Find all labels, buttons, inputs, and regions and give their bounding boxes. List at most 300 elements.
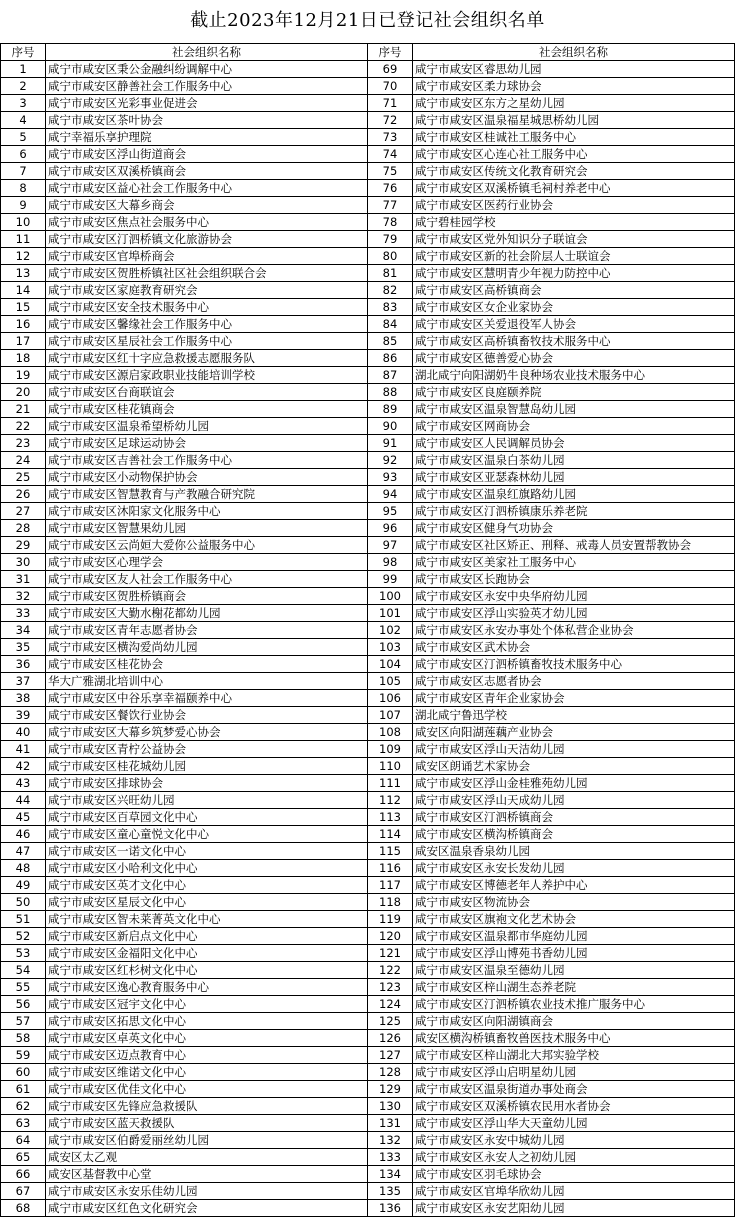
serial-cell: 108 [368,724,413,741]
serial-cell: 70 [368,78,413,95]
org-name-cell: 咸宁市咸安区维诺文化中心 [46,1064,368,1081]
org-name-cell: 咸宁市咸安区星辰社会工作服务中心 [46,333,368,350]
serial-cell: 59 [1,1047,46,1064]
table-row [1,1149,735,1166]
serial-cell: 111 [368,775,413,792]
serial-cell: 68 [1,1200,46,1217]
serial-cell: 97 [368,537,413,554]
serial-cell: 21 [1,401,46,418]
table-row [1,673,735,690]
header-name-right: 社会组织名称 [413,44,735,61]
serial-cell: 61 [1,1081,46,1098]
serial-cell: 14 [1,282,46,299]
table-row [1,639,735,656]
table-row [1,775,735,792]
table-row [1,537,735,554]
org-name-cell: 咸宁市咸安区志愿者协会 [413,673,735,690]
serial-cell: 55 [1,979,46,996]
serial-cell: 62 [1,1098,46,1115]
serial-cell: 28 [1,520,46,537]
org-name-cell: 咸宁市咸安区浮山华大天童幼儿园 [413,1115,735,1132]
serial-cell: 30 [1,554,46,571]
org-name-cell: 咸宁市咸安区德善爱心协会 [413,350,735,367]
org-name-cell: 咸安区朗诵艺术家协会 [413,758,735,775]
serial-cell: 75 [368,163,413,180]
table-row [1,724,735,741]
org-name-cell: 咸宁市咸安区童心童悦文化中心 [46,826,368,843]
org-name-cell: 咸宁市咸安区浮山实验英才幼儿园 [413,605,735,622]
table-row [1,1132,735,1149]
serial-cell: 107 [368,707,413,724]
table-row [1,962,735,979]
org-name-cell: 咸安区太乙观 [46,1149,368,1166]
table-row [1,333,735,350]
serial-cell: 67 [1,1183,46,1200]
table-row [1,197,735,214]
table-row [1,486,735,503]
table-row [1,605,735,622]
serial-cell: 8 [1,180,46,197]
serial-cell: 106 [368,690,413,707]
serial-cell: 105 [368,673,413,690]
org-name-cell: 咸宁市咸安区羽毛球协会 [413,1166,735,1183]
serial-cell: 49 [1,877,46,894]
org-name-cell: 咸宁市咸安区汀泗桥镇康乐养老院 [413,503,735,520]
org-name-cell: 咸宁市咸安区智未莱菁英文化中心 [46,911,368,928]
serial-cell: 136 [368,1200,413,1217]
org-name-cell: 咸宁市咸安区智慧教育与产教融合研究院 [46,486,368,503]
table-row [1,401,735,418]
org-name-cell: 咸宁市咸安区排球协会 [46,775,368,792]
org-name-cell: 咸宁市咸安区官埠桥商会 [46,248,368,265]
serial-cell: 6 [1,146,46,163]
table-row [1,435,735,452]
serial-cell: 91 [368,435,413,452]
serial-cell: 23 [1,435,46,452]
serial-cell: 44 [1,792,46,809]
serial-cell: 13 [1,265,46,282]
serial-cell: 82 [368,282,413,299]
org-name-cell: 咸宁市咸安区永安乐佳幼儿园 [46,1183,368,1200]
serial-cell: 86 [368,350,413,367]
org-name-cell: 咸宁市咸安区温泉红旗路幼儿园 [413,486,735,503]
org-name-cell: 咸宁市咸安区餐饮行业协会 [46,707,368,724]
serial-cell: 81 [368,265,413,282]
serial-cell: 16 [1,316,46,333]
serial-cell: 115 [368,843,413,860]
header-serial-left: 序号 [1,44,46,61]
table-row [1,231,735,248]
org-name-cell: 咸宁市咸安区逸心教育服务中心 [46,979,368,996]
table-row [1,214,735,231]
org-name-cell: 咸宁市咸安区浮山天洁幼儿园 [413,741,735,758]
org-name-cell: 咸宁市咸安区贺胜桥镇社区社会组织联合会 [46,265,368,282]
serial-cell: 10 [1,214,46,231]
org-name-cell: 咸宁市咸安区永安长发幼儿园 [413,860,735,877]
serial-cell: 71 [368,95,413,112]
serial-cell: 22 [1,418,46,435]
serial-cell: 33 [1,605,46,622]
org-name-cell: 咸宁幸福乐享护理院 [46,129,368,146]
table-row [1,1030,735,1047]
table-row [1,690,735,707]
header-name-left: 社会组织名称 [46,44,368,61]
table-row [1,129,735,146]
org-name-cell: 咸宁市咸安区冠宇文化中心 [46,996,368,1013]
serial-cell: 109 [368,741,413,758]
serial-cell: 79 [368,231,413,248]
org-name-cell: 咸宁市咸安区浮山街道商会 [46,146,368,163]
serial-cell: 129 [368,1081,413,1098]
org-name-cell: 咸宁市咸安区高桥镇畜牧技术服务中心 [413,333,735,350]
serial-cell: 27 [1,503,46,520]
serial-cell: 100 [368,588,413,605]
table-row [1,452,735,469]
org-name-cell: 咸宁市咸安区温泉白茶幼儿园 [413,452,735,469]
org-name-cell: 咸安区温泉香泉幼儿园 [413,843,735,860]
serial-cell: 120 [368,928,413,945]
org-name-cell: 咸宁市咸安区源启家政职业技能培训学校 [46,367,368,384]
org-name-cell: 咸宁市咸安区梓山湖北大邦实验学校 [413,1047,735,1064]
org-name-cell: 咸宁市咸安区安全技术服务中心 [46,299,368,316]
org-name-cell: 咸宁市咸安区兴旺幼儿园 [46,792,368,809]
serial-cell: 92 [368,452,413,469]
table-row [1,384,735,401]
table-row [1,1115,735,1132]
org-name-cell: 咸宁市咸安区慧明青少年视力防控中心 [413,265,735,282]
org-name-cell: 咸安区基督教中心堂 [46,1166,368,1183]
serial-cell: 128 [368,1064,413,1081]
org-name-cell: 咸宁市咸安区星辰文化中心 [46,894,368,911]
org-name-cell: 湖北咸宁鲁迅学校 [413,707,735,724]
serial-cell: 2 [1,78,46,95]
serial-cell: 43 [1,775,46,792]
org-name-cell: 咸宁市咸安区小动物保护协会 [46,469,368,486]
org-name-cell: 咸宁市咸安区拓思文化中心 [46,1013,368,1030]
table-row [1,911,735,928]
org-name-cell: 咸宁市咸安区高桥镇商会 [413,282,735,299]
org-name-cell: 咸宁市咸安区温泉至德幼儿园 [413,962,735,979]
table-row [1,503,735,520]
table-row [1,265,735,282]
org-name-cell: 咸宁市咸安区梓山湖生态养老院 [413,979,735,996]
table-row [1,622,735,639]
table-row [1,78,735,95]
serial-cell: 38 [1,690,46,707]
serial-cell: 116 [368,860,413,877]
serial-cell: 42 [1,758,46,775]
org-name-cell: 咸宁市咸安区青年志愿者协会 [46,622,368,639]
serial-cell: 35 [1,639,46,656]
serial-cell: 52 [1,928,46,945]
org-name-cell: 咸宁市咸安区向阳湖镇商会 [413,1013,735,1030]
serial-cell: 121 [368,945,413,962]
org-name-cell: 咸宁市咸安区关爱退役军人协会 [413,316,735,333]
table-row [1,571,735,588]
serial-cell: 101 [368,605,413,622]
serial-cell: 39 [1,707,46,724]
org-name-cell: 咸宁市咸安区武术协会 [413,639,735,656]
org-name-cell: 咸宁市咸安区健身气功协会 [413,520,735,537]
org-name-cell: 咸宁市咸安区永安中央华府幼儿园 [413,588,735,605]
serial-cell: 85 [368,333,413,350]
serial-cell: 78 [368,214,413,231]
org-name-cell: 咸宁市咸安区医药行业协会 [413,197,735,214]
table-row [1,860,735,877]
serial-cell: 87 [368,367,413,384]
org-name-cell: 咸宁市咸安区伯爵爱丽丝幼儿园 [46,1132,368,1149]
serial-cell: 57 [1,1013,46,1030]
org-name-cell: 咸宁市咸安区蓝天救援队 [46,1115,368,1132]
org-name-cell: 咸宁市咸安区一诺文化中心 [46,843,368,860]
org-name-cell: 咸宁市咸安区传统文化教育研究会 [413,163,735,180]
serial-cell: 102 [368,622,413,639]
org-name-cell: 咸宁市咸安区横沟桥镇商会 [413,826,735,843]
serial-cell: 29 [1,537,46,554]
org-name-cell: 咸宁市咸安区沐阳家文化服务中心 [46,503,368,520]
serial-cell: 133 [368,1149,413,1166]
table-row [1,894,735,911]
serial-cell: 126 [368,1030,413,1047]
org-name-cell: 咸宁市咸安区永安艺阳幼儿园 [413,1200,735,1217]
org-name-cell: 咸宁市咸安区横沟爱尚幼儿园 [46,639,368,656]
serial-cell: 50 [1,894,46,911]
org-name-cell: 咸宁市咸安区女企业家协会 [413,299,735,316]
serial-cell: 5 [1,129,46,146]
org-name-cell: 咸宁市咸安区物流协会 [413,894,735,911]
org-name-cell: 咸宁市咸安区旗袍文化艺术协会 [413,911,735,928]
org-name-cell: 咸宁市咸安区社区矫正、刑释、戒毒人员安置帮教协会 [413,537,735,554]
serial-cell: 89 [368,401,413,418]
serial-cell: 56 [1,996,46,1013]
serial-cell: 76 [368,180,413,197]
table-row [1,809,735,826]
serial-cell: 3 [1,95,46,112]
org-name-cell: 咸宁市咸安区博德老年人养护中心 [413,877,735,894]
serial-cell: 88 [368,384,413,401]
org-name-cell: 咸宁市咸安区台商联谊会 [46,384,368,401]
serial-cell: 41 [1,741,46,758]
org-name-cell: 咸宁市咸安区友人社会工作服务中心 [46,571,368,588]
table-row [1,1166,735,1183]
org-name-cell: 咸宁市咸安区金福阳文化中心 [46,945,368,962]
org-name-cell: 咸宁市咸安区汀泗桥镇畜牧技术服务中心 [413,656,735,673]
org-name-cell: 咸宁市咸安区新启点文化中心 [46,928,368,945]
serial-cell: 51 [1,911,46,928]
table-row [1,1064,735,1081]
serial-cell: 63 [1,1115,46,1132]
org-name-cell: 咸宁市咸安区汀泗桥镇商会 [413,809,735,826]
org-name-cell: 咸宁市咸安区大勤水榭花都幼儿园 [46,605,368,622]
serial-cell: 58 [1,1030,46,1047]
org-name-cell: 咸宁市咸安区党外知识分子联谊会 [413,231,735,248]
serial-cell: 19 [1,367,46,384]
org-name-cell: 咸宁市咸安区桂花镇商会 [46,401,368,418]
serial-cell: 77 [368,197,413,214]
serial-cell: 69 [368,61,413,78]
org-name-cell: 咸宁市咸安区卓英文化中心 [46,1030,368,1047]
table-row [1,1013,735,1030]
org-name-cell: 咸宁市咸安区贺胜桥镇商会 [46,588,368,605]
table-row [1,1081,735,1098]
serial-cell: 124 [368,996,413,1013]
serial-cell: 125 [368,1013,413,1030]
org-name-cell: 咸宁市咸安区茶叶协会 [46,112,368,129]
serial-cell: 64 [1,1132,46,1149]
org-name-cell: 咸宁市咸安区大幕乡筑梦爱心协会 [46,724,368,741]
org-name-cell: 咸宁市咸安区温泉都市华庭幼儿园 [413,928,735,945]
org-name-cell: 咸宁市咸安区小哈利文化中心 [46,860,368,877]
org-name-cell: 咸宁市咸安区温泉街道办事处商会 [413,1081,735,1098]
table-row [1,758,735,775]
serial-cell: 46 [1,826,46,843]
org-name-cell: 咸宁市咸安区浮山启明星幼儿园 [413,1064,735,1081]
org-name-cell: 咸宁市咸安区优佳文化中心 [46,1081,368,1098]
org-name-cell: 咸宁市咸安区红杉树文化中心 [46,962,368,979]
table-row [1,163,735,180]
org-name-cell: 咸宁市咸安区良庭颐养院 [413,384,735,401]
org-name-cell: 咸宁市咸安区大幕乡商会 [46,197,368,214]
table-row [1,316,735,333]
serial-cell: 80 [368,248,413,265]
org-name-cell: 咸宁市咸安区中谷乐享幸福颐养中心 [46,690,368,707]
table-row [1,1200,735,1217]
org-name-cell: 咸宁市咸安区温泉福星城思桥幼儿园 [413,112,735,129]
org-name-cell: 咸宁市咸安区云尚姮大爱你公益服务中心 [46,537,368,554]
table-row [1,350,735,367]
serial-cell: 83 [368,299,413,316]
org-name-cell: 咸宁市咸安区桂诚社工服务中心 [413,129,735,146]
org-name-cell: 咸宁市咸安区益心社会工作服务中心 [46,180,368,197]
organization-table [0,43,735,1217]
org-name-cell: 咸宁市咸安区亚瑟森林幼儿园 [413,469,735,486]
org-name-cell: 咸宁市咸安区迈点教育中心 [46,1047,368,1064]
table-row [1,945,735,962]
serial-cell: 48 [1,860,46,877]
org-name-cell: 咸宁市咸安区东方之星幼儿园 [413,95,735,112]
serial-cell: 15 [1,299,46,316]
table-row [1,282,735,299]
serial-cell: 131 [368,1115,413,1132]
org-name-cell: 咸宁市咸安区青柠公益协会 [46,741,368,758]
org-name-cell: 咸宁市咸安区网商协会 [413,418,735,435]
org-name-cell: 咸宁市咸安区吉善社会工作服务中心 [46,452,368,469]
serial-cell: 94 [368,486,413,503]
org-name-cell: 咸宁市咸安区美家社工服务中心 [413,554,735,571]
serial-cell: 104 [368,656,413,673]
serial-cell: 122 [368,962,413,979]
org-name-cell: 咸宁市咸安区百草园文化中心 [46,809,368,826]
org-name-cell: 咸宁市咸安区双溪桥镇商会 [46,163,368,180]
serial-cell: 95 [368,503,413,520]
table-row [1,554,735,571]
org-name-cell: 咸宁市咸安区柔力球协会 [413,78,735,95]
serial-cell: 117 [368,877,413,894]
org-name-cell: 咸宁市咸安区静善社会工作服务中心 [46,78,368,95]
serial-cell: 25 [1,469,46,486]
org-name-cell: 咸宁市咸安区浮山天成幼儿园 [413,792,735,809]
org-name-cell: 华大广雅湖北培训中心 [46,673,368,690]
table-row [1,520,735,537]
table-row [1,741,735,758]
org-name-cell: 咸安区向阳湖莲藕产业协会 [413,724,735,741]
serial-cell: 96 [368,520,413,537]
org-name-cell: 咸宁市咸安区英才文化中心 [46,877,368,894]
org-name-cell: 咸宁市咸安区官埠华欣幼儿园 [413,1183,735,1200]
table-row [1,469,735,486]
serial-cell: 7 [1,163,46,180]
serial-cell: 66 [1,1166,46,1183]
org-name-cell: 咸宁市咸安区红色文化研究会 [46,1200,368,1217]
org-name-cell: 咸宁市咸安区浮山金桂雅苑幼儿园 [413,775,735,792]
serial-cell: 134 [368,1166,413,1183]
org-name-cell: 咸宁市咸安区桂花协会 [46,656,368,673]
serial-cell: 110 [368,758,413,775]
serial-cell: 99 [368,571,413,588]
table-row [1,979,735,996]
org-name-cell: 咸宁市咸安区温泉希望桥幼儿园 [46,418,368,435]
serial-cell: 11 [1,231,46,248]
table-row [1,1098,735,1115]
org-name-cell: 咸宁市咸安区焦点社会服务中心 [46,214,368,231]
serial-cell: 17 [1,333,46,350]
serial-cell: 127 [368,1047,413,1064]
serial-cell: 114 [368,826,413,843]
serial-cell: 31 [1,571,46,588]
serial-cell: 32 [1,588,46,605]
table-row [1,112,735,129]
serial-cell: 53 [1,945,46,962]
serial-cell: 74 [368,146,413,163]
org-name-cell: 咸宁市咸安区睿思幼儿园 [413,61,735,78]
table-row [1,792,735,809]
org-name-cell: 咸宁市咸安区足球运动协会 [46,435,368,452]
table-row [1,1047,735,1064]
table-header-row [1,44,735,61]
serial-cell: 72 [368,112,413,129]
org-name-cell: 咸宁市咸安区永安人之初幼儿园 [413,1149,735,1166]
org-name-cell: 咸宁市咸安区永安办事处个体私营企业协会 [413,622,735,639]
serial-cell: 54 [1,962,46,979]
org-name-cell: 咸宁市咸安区家庭教育研究会 [46,282,368,299]
org-name-cell: 咸宁市咸安区汀泗桥镇文化旅游协会 [46,231,368,248]
org-name-cell: 咸宁市咸安区光彩事业促进会 [46,95,368,112]
org-name-cell: 咸宁市咸安区温泉智慧岛幼儿园 [413,401,735,418]
serial-cell: 90 [368,418,413,435]
table-row [1,299,735,316]
org-name-cell: 咸宁市咸安区馨缘社会工作服务中心 [46,316,368,333]
org-name-cell: 咸宁市咸安区心理学会 [46,554,368,571]
org-name-cell: 咸宁市咸安区汀泗桥镇农业技术推广服务中心 [413,996,735,1013]
org-name-cell: 咸宁市咸安区心连心社工服务中心 [413,146,735,163]
table-row [1,588,735,605]
org-name-cell: 咸宁市咸安区双溪桥镇毛祠村养老中心 [413,180,735,197]
serial-cell: 132 [368,1132,413,1149]
serial-cell: 73 [368,129,413,146]
serial-cell: 37 [1,673,46,690]
table-row [1,95,735,112]
serial-cell: 9 [1,197,46,214]
serial-cell: 34 [1,622,46,639]
org-name-cell: 咸宁市咸安区新的社会阶层人士联谊会 [413,248,735,265]
serial-cell: 65 [1,1149,46,1166]
serial-cell: 112 [368,792,413,809]
table-row [1,877,735,894]
table-row [1,146,735,163]
org-name-cell: 咸安区横沟桥镇畜牧兽医技术服务中心 [413,1030,735,1047]
table-row [1,928,735,945]
org-name-cell: 咸宁市咸安区青年企业家协会 [413,690,735,707]
